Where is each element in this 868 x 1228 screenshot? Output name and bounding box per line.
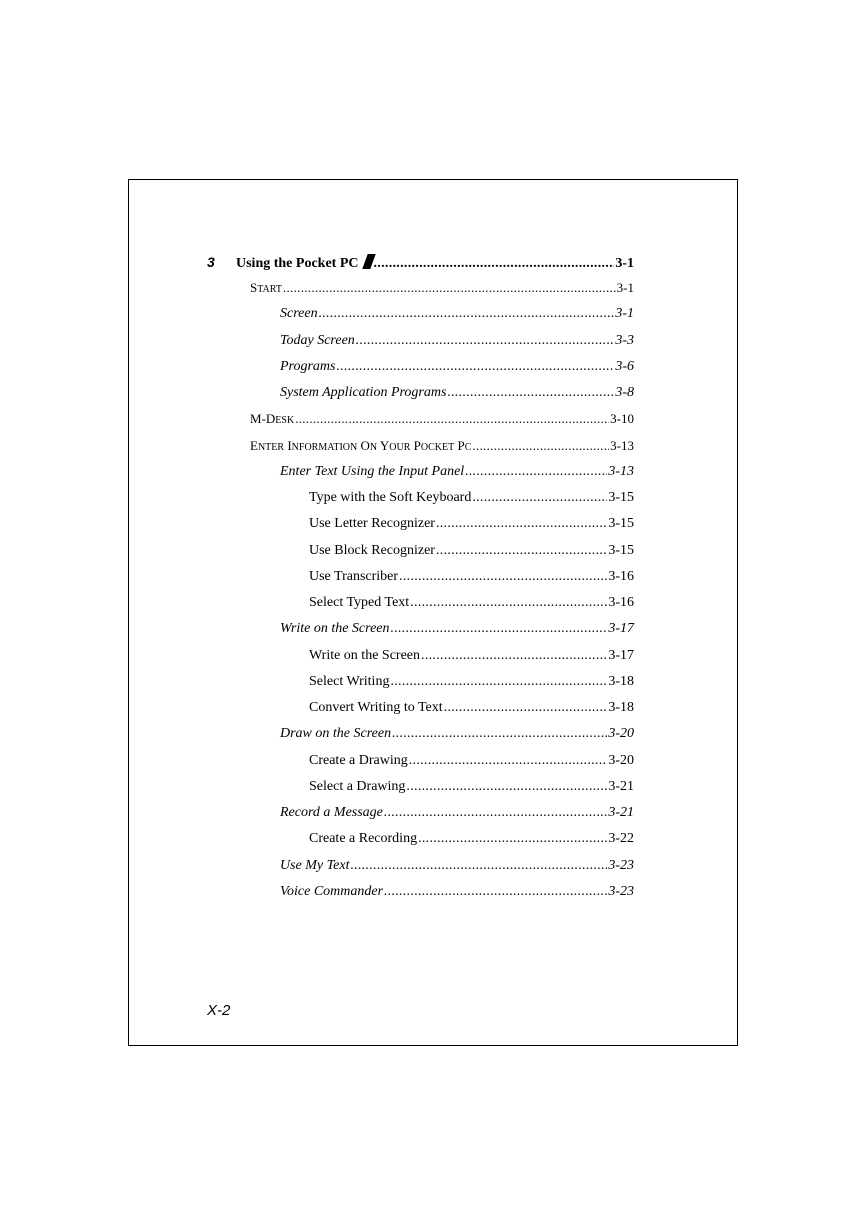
toc-entry-title: System Application Programs — [280, 385, 447, 400]
toc-entry-title: Convert Writing to Text — [309, 700, 443, 715]
toc-entry — [280, 857, 634, 875]
toc-page-number: 3-23 — [608, 883, 634, 899]
toc-entry-title: Record a Message — [280, 805, 383, 820]
toc-entry — [250, 410, 634, 430]
toc-page-number: 3-18 — [608, 700, 634, 715]
toc-page-number: 3-6 — [615, 358, 634, 374]
toc-page-number: 3-16 — [608, 568, 634, 584]
toc-page-number: 3-13 — [610, 437, 634, 453]
dot-leader — [399, 568, 607, 586]
toc-entry-title: Create a Recording — [309, 831, 418, 847]
toc-entry — [309, 778, 634, 796]
toc-entry-title: Today Screen — [280, 332, 355, 348]
toc-entry-title: Type with the Soft Keyboard — [309, 490, 472, 505]
toc-chapter-title — [207, 253, 373, 273]
dot-leader — [418, 830, 607, 848]
toc-page-number: 3-21 — [608, 778, 634, 794]
toc-entry — [309, 542, 634, 560]
toc-page-number: 3-20 — [608, 726, 634, 742]
page-footer-number: X-2 — [207, 1002, 231, 1019]
dot-leader — [436, 542, 607, 560]
toc-page-number: 3-13 — [608, 463, 634, 479]
dot-leader — [384, 883, 607, 901]
toc-entry-title: Screen — [280, 306, 318, 322]
toc-page-number: 3-21 — [608, 805, 634, 820]
toc-entry — [280, 804, 634, 822]
toc-entry-title: Voice Commander — [280, 883, 384, 899]
toc-entry-title: ENTER INFORMATION ON YOUR POCKET PC — [250, 437, 472, 453]
toc-page-number: 3-17 — [608, 647, 634, 663]
toc-entry-title: Select a Drawing — [309, 778, 406, 794]
toc-entry — [280, 305, 634, 323]
dot-leader — [472, 489, 607, 507]
dot-leader — [337, 358, 615, 376]
toc-entry-title: START — [250, 280, 282, 295]
toc-entry — [309, 830, 634, 848]
dot-leader — [283, 279, 616, 297]
dot-leader — [391, 620, 608, 638]
dot-leader — [447, 384, 614, 402]
toc-entry — [280, 358, 634, 376]
toc-page-number: 3-23 — [608, 857, 634, 873]
toc-entry-title: Use Block Recognizer — [309, 542, 435, 558]
toc-entry — [280, 725, 634, 743]
chapter-number: 3 — [207, 254, 215, 270]
dot-leader — [319, 305, 615, 323]
toc-page-number: 3-22 — [608, 831, 634, 847]
toc-entry-title: M-DESK — [250, 411, 295, 427]
toc-entry — [309, 515, 634, 533]
toc-entry — [280, 384, 634, 402]
toc-entry-title: Create a Drawing — [309, 752, 408, 768]
dot-leader — [392, 725, 607, 743]
toc-entry-title: Select Writing — [309, 673, 390, 689]
dot-leader — [410, 594, 607, 612]
dot-leader — [356, 332, 615, 350]
dot-leader — [350, 857, 607, 875]
toc-entry-title: Enter Text Using the Input Panel — [280, 463, 465, 479]
dot-leader — [421, 647, 607, 665]
toc-entry — [309, 568, 634, 586]
toc-page-number: 3-17 — [608, 621, 634, 637]
toc-entry — [309, 752, 634, 770]
dot-leader — [409, 752, 608, 770]
toc-page-number: 3-20 — [608, 752, 634, 768]
dot-leader — [374, 255, 615, 273]
toc-page-number: 3-15 — [608, 542, 634, 558]
dot-leader — [436, 515, 607, 533]
dot-leader — [390, 673, 607, 691]
toc-entry-title: Write on the Screen — [309, 647, 421, 663]
toc-page-number: 3-3 — [615, 332, 634, 348]
toc-entry — [280, 463, 634, 481]
toc-page-number: 3-1 — [616, 280, 634, 295]
toc-entry-title: Use Transcriber — [309, 568, 399, 584]
toc-entry — [280, 620, 634, 638]
toc-chapter-entry — [207, 253, 634, 273]
toc-page-number: 3-18 — [608, 673, 634, 689]
toc-entry — [309, 489, 634, 507]
toc-entry-title: Write on the Screen — [280, 621, 390, 637]
toc-entry-title: Draw on the Screen — [280, 726, 392, 742]
toc-entry — [309, 647, 634, 665]
toc-entry-title: Use My Text — [280, 857, 350, 873]
toc-entry — [250, 437, 634, 457]
dot-leader — [444, 699, 608, 717]
toc-entry — [250, 279, 634, 299]
toc-entry — [309, 594, 634, 612]
chapter-title: Using the Pocket PC — [236, 256, 359, 271]
toc-page-number: 3-1 — [615, 306, 634, 322]
dot-leader — [406, 778, 607, 796]
dot-leader — [384, 804, 607, 822]
toc-entry — [309, 699, 634, 717]
toc-entry-title: Use Letter Recognizer — [309, 516, 435, 532]
toc-entry — [280, 332, 634, 350]
toc-entry-title: Select Typed Text — [309, 595, 410, 610]
toc-page-number: 3-15 — [608, 516, 634, 532]
toc-entry — [280, 883, 634, 901]
toc-page-number: 3-16 — [608, 595, 634, 610]
toc-page-number: 3-15 — [608, 490, 634, 505]
toc-page-number: 3-10 — [610, 411, 634, 427]
dot-leader — [465, 463, 607, 481]
toc-page-number: 3-8 — [615, 385, 634, 400]
dot-leader — [295, 410, 609, 428]
toc-entry-title: Programs — [280, 358, 336, 374]
toc-entry — [309, 673, 634, 691]
dot-leader — [472, 437, 609, 455]
toc-page-number: 3-1 — [615, 256, 634, 271]
